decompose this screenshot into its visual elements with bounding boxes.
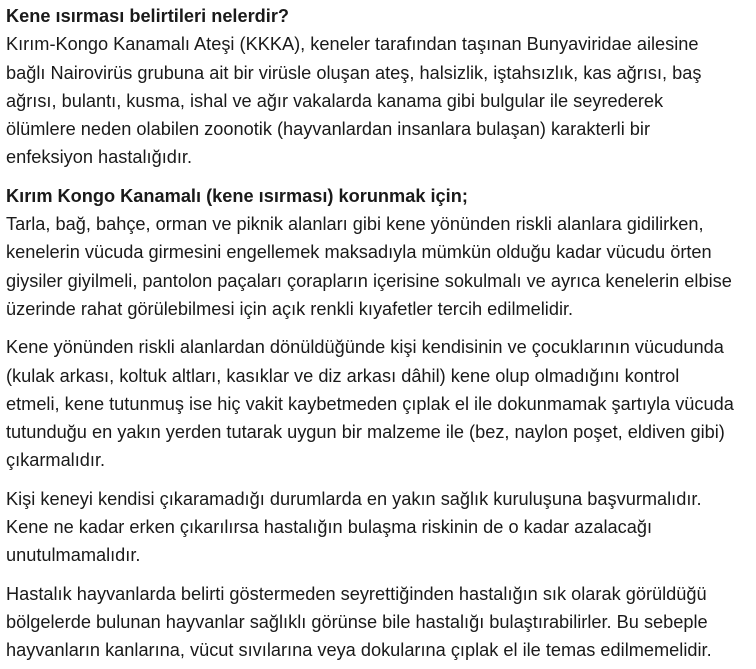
text-line: enfeksiyon hastalığıdır.	[6, 147, 193, 168]
text-line: ağrısı, bulantı, kusma, ishal ve ağır vakalarda kanama gibi bulgular ile seyrederek	[6, 90, 664, 111]
paragraph-health-facility	[6, 485, 756, 570]
paragraph-protection	[6, 210, 756, 323]
text-line: (kulak arkası, koltuk altları, kasıklar ve diz arkası dâhil) kene olup olmadığını kontrol	[6, 365, 680, 386]
text-line: Kişi keneyi kendisi çıkaramadığı durumlarda en yakın sağlık kuruluşuna başvurmalıdır.	[6, 488, 702, 509]
paragraph-tick-check	[6, 333, 756, 474]
text-line: tutunduğu en yakın yerden tutarak uygun bir malzeme ile (bez, naylon poşet, eldiven gibi)	[6, 422, 725, 443]
text-line: Kene yönünden riskli alanlardan dönüldüğünde kişi kendisinin ve çocuklarının vücudunda	[6, 337, 724, 358]
text-line: Tarla, bağ, bahçe, orman ve piknik alanları gibi kene yönünden riskli alanlara gidilirken,	[6, 214, 704, 235]
text-line: hayvanların kanlarına, vücut sıvılarına veya dokularına çıplak el ile temas edilmemelidir.	[6, 640, 712, 661]
text-line: ölümlere neden olabilen zoonotik (hayvanlardan insanlara bulaşan) karakterli bir	[6, 119, 651, 140]
text-line: giysiler giyilmeli, pantolon paçaları çorapların içerisine sokulmalı ve ayrıca kenelerin elbise	[6, 270, 732, 291]
heading-symptoms: Kene ısırması belirtileri nelerdir?	[6, 6, 290, 26]
text-line: kenelerin vücuda girmesini engellemek maksadıyla mümkün olduğu kadar vücudu örten	[6, 242, 712, 263]
text-line: etmeli, kene tutunmuş ise hiç vakit kaybetmeden çıplak el ile dokunmamak şartıyla vücuda	[6, 393, 734, 414]
text-line: unutulmamalıdır.	[6, 545, 141, 566]
text-line: çıkarmalıdır.	[6, 450, 106, 471]
text-line: Kırım-Kongo Kanamalı Ateşi (KKKA), keneler tarafından taşınan Bunyaviridae ailesine	[6, 34, 699, 55]
paragraph-animals	[6, 580, 756, 665]
text-line: Hastalık hayvanlarda belirti göstermeden seyrettiğinden hastalığın sık olarak görüldüğü	[6, 583, 707, 604]
text-line: bağlı Nairovirüs grubuna ait bir virüsle oluşan ateş, halsizlik, iştahsızlık, kas ağrısı, baş	[6, 62, 702, 83]
paragraph-symptoms	[6, 30, 756, 171]
heading-protection: Kırım Kongo Kanamalı (kene ısırması) korunmak için;	[6, 185, 468, 206]
text-line: üzerinde rahat görülebilmesi için açık renkli kıyafetler tercih edilmelidir.	[6, 298, 574, 319]
text-line: bölgelerde bulunan hayvanlar sağlıklı görünse bile hastalığı bulaştırabilirler. Bu sebeple	[6, 611, 708, 632]
text-line: Kene ne kadar erken çıkarılırsa hastalığın bulaşma riskinin de o kadar azalacağı	[6, 517, 653, 538]
